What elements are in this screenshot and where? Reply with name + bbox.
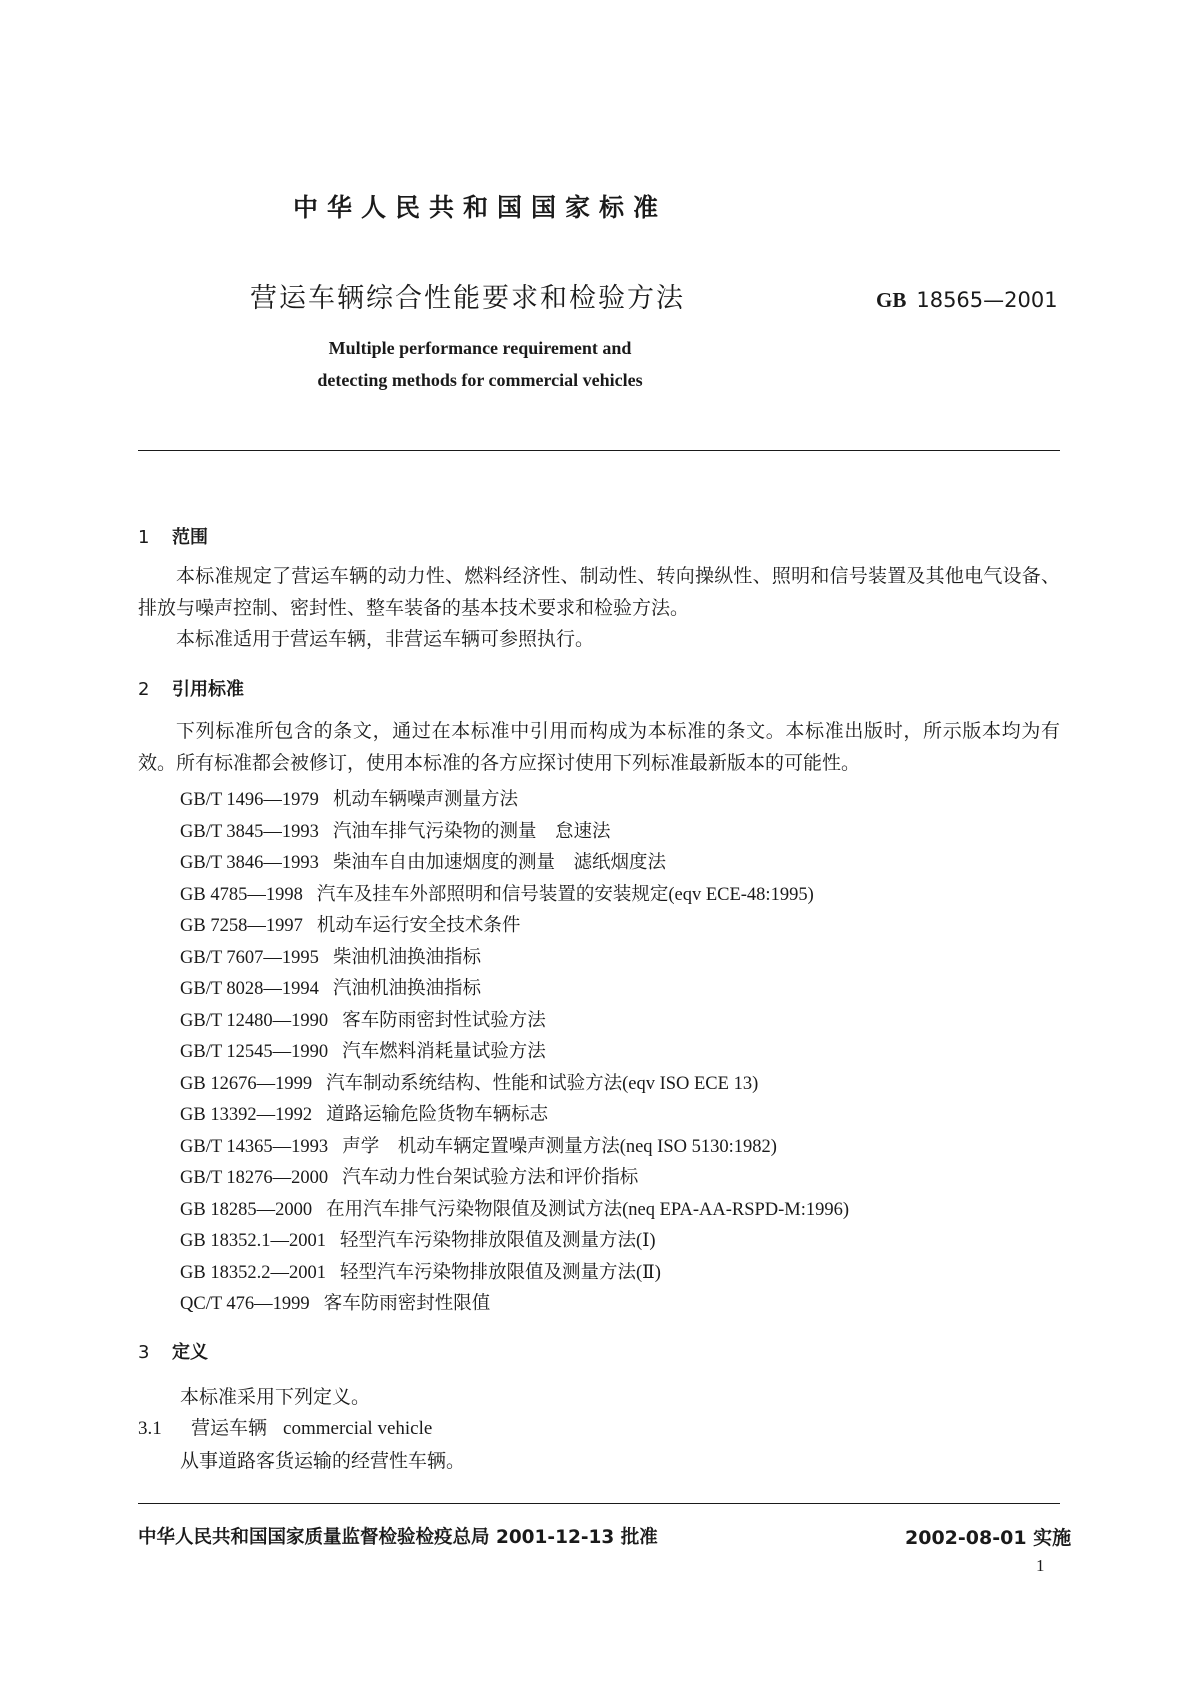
reference-code: GB/T 14365—1993 xyxy=(180,1137,329,1157)
reference-item xyxy=(180,974,481,1000)
reference-title: 柴油车自由加速烟度的测量 滤纸烟度法 xyxy=(332,853,666,873)
footer-divider xyxy=(138,1503,1060,1504)
reference-code: GB/T 7607—1995 xyxy=(180,948,319,968)
footer-implementation-date: 2002-08-01 实施 xyxy=(905,1527,1072,1549)
header-divider xyxy=(138,450,1060,451)
reference-item xyxy=(180,1100,548,1126)
national-standard-heading: 中华人民共和国国家标准 xyxy=(292,193,667,222)
reference-code: GB 4785—1998 xyxy=(180,885,303,905)
reference-item xyxy=(180,1037,546,1063)
scope-paragraph-2: 本标准适用于营运车辆，非营运车辆可参照执行。 xyxy=(176,629,595,650)
reference-item xyxy=(180,943,481,969)
section-1-heading xyxy=(138,523,208,549)
section-number: 3 xyxy=(138,1342,150,1363)
reference-title: 机动车辆噪声测量方法 xyxy=(332,790,518,810)
section-2-heading xyxy=(138,675,244,701)
reference-code: GB/T 12480—1990 xyxy=(180,1011,329,1031)
reference-code: QC/T 476—1999 xyxy=(180,1294,310,1314)
standard-code-number: 18565—2001 xyxy=(916,288,1058,312)
section-title: 定义 xyxy=(172,1342,208,1363)
reference-code: GB/T 12545—1990 xyxy=(180,1042,329,1062)
section-number: 2 xyxy=(138,679,150,700)
reference-item xyxy=(180,785,518,811)
reference-item xyxy=(180,1289,490,1315)
reference-title: 汽车燃料消耗量试验方法 xyxy=(342,1042,546,1062)
reference-code: GB 18352.1—2001 xyxy=(180,1231,326,1251)
reference-item xyxy=(180,1226,656,1252)
reference-code: GB/T 3845—1993 xyxy=(180,822,319,842)
reference-title: 声学 机动车辆定置噪声测量方法(neq ISO 5130:1982) xyxy=(342,1137,777,1157)
reference-title: 汽车制动系统结构、性能和试验方法(eqv ISO ECE 13) xyxy=(326,1074,759,1094)
reference-code: GB/T 1496—1979 xyxy=(180,790,319,810)
reference-title: 汽车及挂车外部照明和信号装置的安装规定(eqv ECE-48:1995) xyxy=(316,885,814,905)
reference-title: 客车防雨密封性试验方法 xyxy=(342,1011,546,1031)
reference-code: GB 13392—1992 xyxy=(180,1105,313,1125)
reference-item xyxy=(180,911,520,937)
definition-term xyxy=(138,1413,432,1440)
reference-code: GB 18285—2000 xyxy=(180,1200,313,1220)
term-chinese: 营运车辆 xyxy=(191,1418,268,1439)
reference-code: GB/T 8028—1994 xyxy=(180,979,319,999)
reference-code: GB/T 18276—2000 xyxy=(180,1168,329,1188)
reference-item xyxy=(180,1132,777,1158)
term-english: commercial vehicle xyxy=(283,1418,433,1439)
section-title: 范围 xyxy=(172,527,208,548)
document-title: 营运车辆综合性能要求和检验方法 xyxy=(250,283,685,314)
term-number: 3.1 xyxy=(138,1418,162,1439)
scope-paragraph-1: 本标准规定了营运车辆的动力性、燃料经济性、制动性、转向操纵性、照明和信号装置及其他电气设备、排放与噪声控制、密封性、整车装备的基本技术要求和检验方法。 xyxy=(138,566,1060,619)
reference-item xyxy=(180,848,666,874)
reference-item xyxy=(180,1195,849,1221)
definition-text: 从事道路客货运输的经营性车辆。 xyxy=(180,1451,466,1472)
references-intro: 下列标准所包含的条文，通过在本标准中引用而构成为本标准的条文。本标准出版时，所示版本均为有效。所有标准都会被修订，使用本标准的各方应探讨使用下列标准最新版本的可能性。 xyxy=(138,721,1060,774)
page-number: 1 xyxy=(1036,1556,1045,1575)
standard-code xyxy=(876,288,1058,313)
reference-title: 客车防雨密封性限值 xyxy=(323,1294,491,1314)
reference-item xyxy=(180,1258,661,1284)
reference-title: 在用汽车排气污染物限值及测试方法(neq EPA-AA-RSPD-M:1996) xyxy=(326,1200,850,1220)
reference-title: 汽车动力性台架试验方法和评价指标 xyxy=(342,1168,639,1188)
reference-code: GB/T 3846—1993 xyxy=(180,853,319,873)
reference-title: 轻型汽车污染物排放限值及测量方法(Ⅱ) xyxy=(339,1263,661,1283)
reference-title: 机动车运行安全技术条件 xyxy=(316,916,521,936)
reference-title: 道路运输危险货物车辆标志 xyxy=(326,1105,549,1125)
reference-item xyxy=(180,880,814,906)
reference-item xyxy=(180,1069,758,1095)
section-title: 引用标准 xyxy=(172,679,244,700)
english-title-line-1: Multiple performance requirement and xyxy=(328,338,632,358)
section-3-heading xyxy=(138,1338,208,1364)
definitions-intro: 本标准采用下列定义。 xyxy=(180,1387,371,1408)
footer-issuer: 中华人民共和国国家质量监督检验检疫总局 2001-12-13 批准 xyxy=(138,1527,658,1548)
reference-title: 汽油机油换油指标 xyxy=(332,979,481,999)
reference-item xyxy=(180,1163,638,1189)
reference-title: 汽油车排气污染物的测量 怠速法 xyxy=(332,822,611,842)
reference-code: GB 18352.2—2001 xyxy=(180,1263,326,1283)
reference-item xyxy=(180,817,610,843)
section-number: 1 xyxy=(138,527,150,548)
reference-title: 轻型汽车污染物排放限值及测量方法(Ⅰ) xyxy=(339,1231,656,1251)
reference-code: GB 7258—1997 xyxy=(180,916,303,936)
reference-code: GB 12676—1999 xyxy=(180,1074,313,1094)
reference-title: 柴油机油换油指标 xyxy=(332,948,481,968)
standard-code-prefix: GB xyxy=(876,288,907,312)
english-title-line-2: detecting methods for commercial vehicles xyxy=(317,370,643,390)
reference-item xyxy=(180,1006,546,1032)
